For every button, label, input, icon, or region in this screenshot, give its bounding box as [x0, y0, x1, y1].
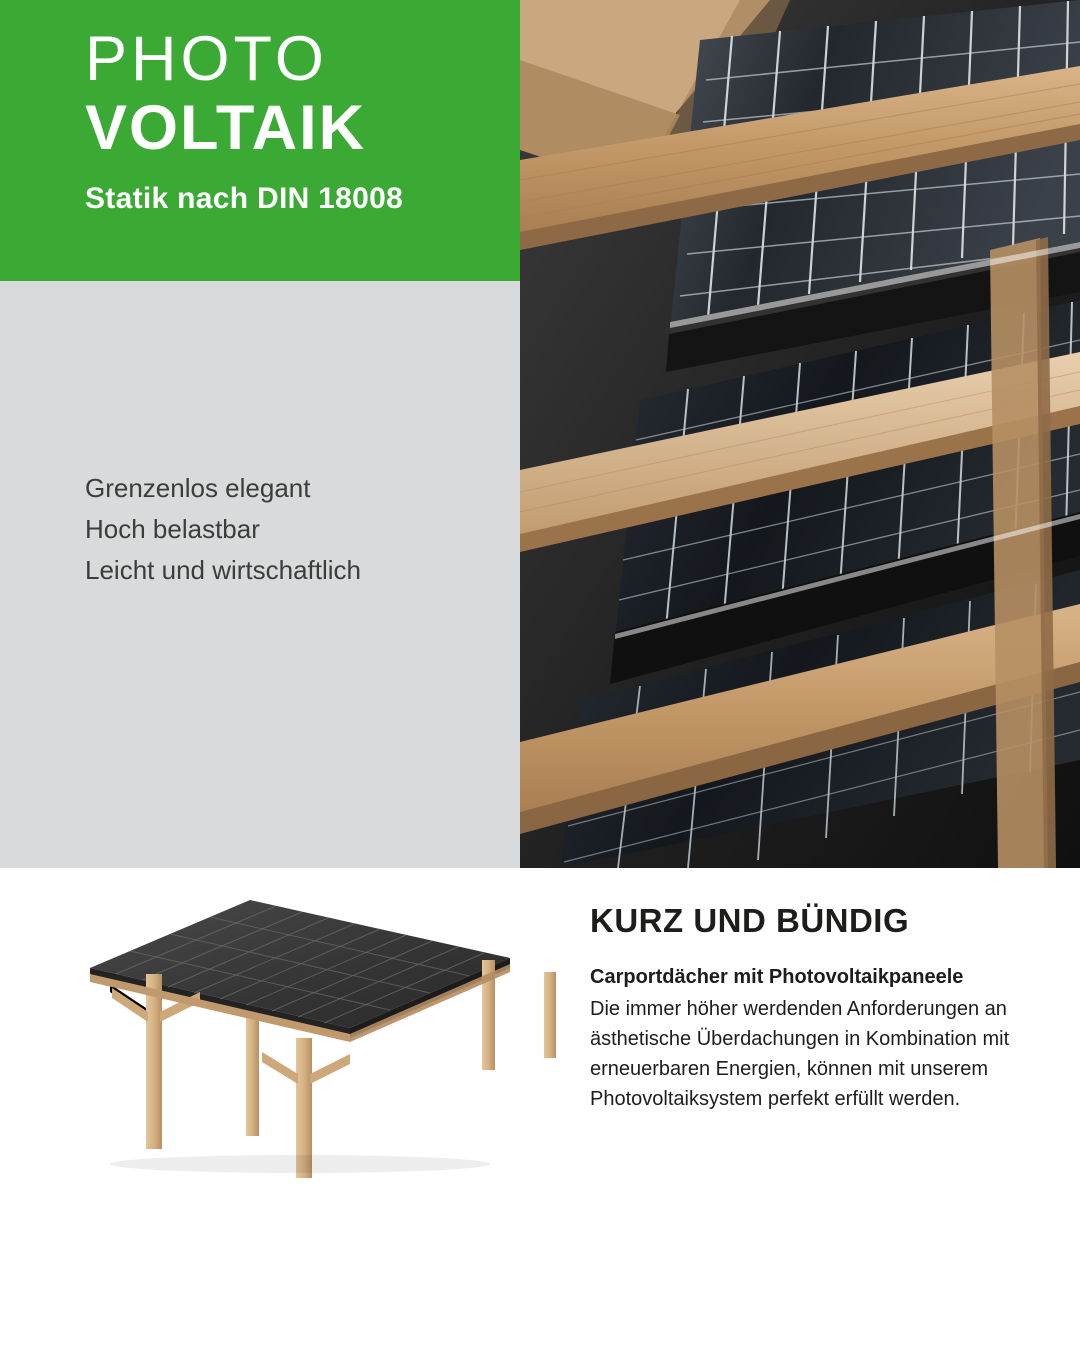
feature-list: [85, 468, 505, 591]
banner-title-line2: VOLTAIK: [85, 93, 367, 164]
summary-lead: Carportdächer mit Photovoltaikpaneele: [590, 966, 964, 988]
feature-item: Leicht und wirtschaftlich: [85, 555, 362, 585]
summary-body: Die immer höher werdenden Anforderungen an ästhetische Überdachungen in Kombination mit erneuerbaren Energien, können mit unserem Photovoltaiksystem perfekt erfüllt werden.: [590, 998, 1010, 1110]
banner-subtitle: Statik nach DIN 18008: [85, 182, 404, 216]
feature-item: Hoch belastbar: [85, 514, 260, 544]
bottom-section: [0, 868, 1080, 1350]
banner-title-line1: PHOTO: [85, 24, 328, 94]
feature-item: Grenzenlos elegant: [85, 473, 311, 503]
product-illustration: [50, 888, 560, 1178]
green-title-banner: [0, 0, 520, 281]
hero-photo: [520, 0, 1080, 868]
summary-heading: KURZ UND BÜNDIG: [590, 902, 910, 939]
summary-text-column: [590, 902, 1040, 1114]
